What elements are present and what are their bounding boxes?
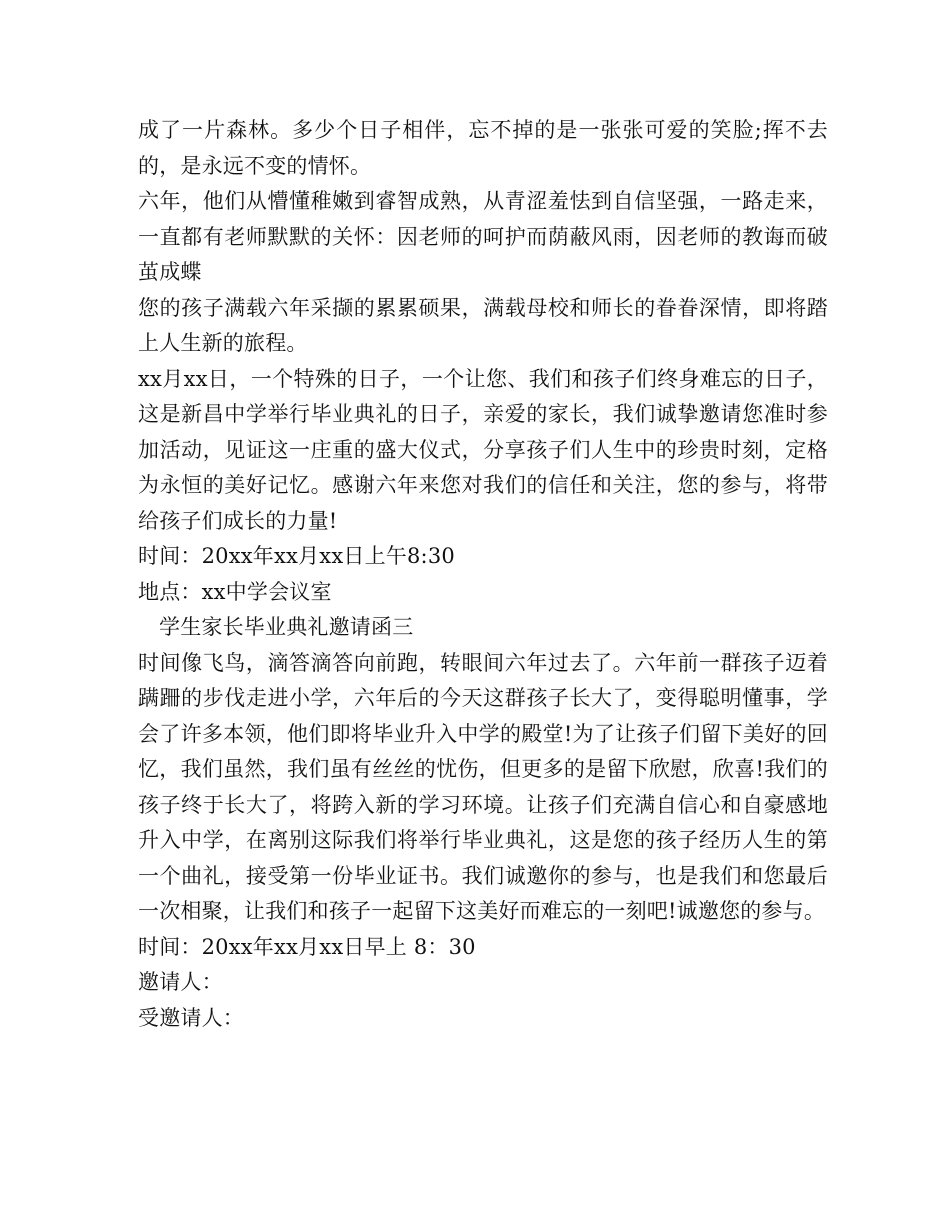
inviter-line: 邀请人： (138, 970, 223, 994)
paragraph-invitation: xx月xx日，一个特殊的日子，一个让您、我们和孩子们终身难忘的日子，这是新昌中学举行毕业典礼的日子，亲爱的家长，我们诚挚邀请您准时参加活动，见证这一庄重的盛大仪式，分享孩子们人生中的珍贵时刻，定格为永恒的美好记忆。感谢六年来您对我们的信任和关注，您的参与，将带给孩子们成长的力量! (138, 366, 828, 533)
event-location: 地点：xx中学会议室 (138, 579, 332, 604)
event-time: 时间：20xx年xx月xx日上午8:30 (138, 544, 455, 568)
paragraph-time-flies: 时间像飞鸟，滴答滴答向前跑，转眼间六年过去了。六年前一群孩子迈着蹒跚的步伐走进小学，六年后的今天这群孩子长大了，变得聪明懂事，学会了许多本领，他们即将毕业升入中学的殿堂!为了让孩子们留下美好的回忆，我们虽然，我们虽有丝丝的忧伤，但更多的是留下欣慰，欣喜!我们的孩子终于长大了，将跨入新的学习环境。让孩子们充满自信心和自豪感地升入中学，在离别这际我们将举行毕业典礼，这是您的孩子经历人生的第一个曲礼，接受第一份毕业证书。我们诚邀你的参与，也是我们和您最后一次相聚，让我们和孩子一起留下这美好而难忘的一刻吧!诚邀您的参与。 (138, 650, 828, 923)
document-body (138, 113, 828, 1036)
paragraph-forest: 成了一片森林。多少个日子相伴，忘不掉的是一张张可爱的笑脸;挥不去的，是永远不变的情怀。 (138, 118, 828, 178)
ceremony-time: 时间：20xx年xx月xx日早上 8：30 (138, 934, 476, 959)
paragraph-six-years: 六年，他们从懵懂稚嫩到睿智成熟，从青涩羞怯到自信坚强，一路走来，一直都有老师默默的关怀：因老师的呵护而荫蔽风雨，因老师的教诲而破茧成蝶 (138, 189, 828, 284)
paragraph-new-journey: 您的孩子满载六年采撷的累累硕果，满载母校和师长的眷眷深情，即将踏上人生新的旅程。 (138, 295, 828, 355)
invitee-line: 受邀请人： (138, 1005, 244, 1030)
section-heading: 学生家长毕业典礼邀请函三 (159, 615, 414, 639)
